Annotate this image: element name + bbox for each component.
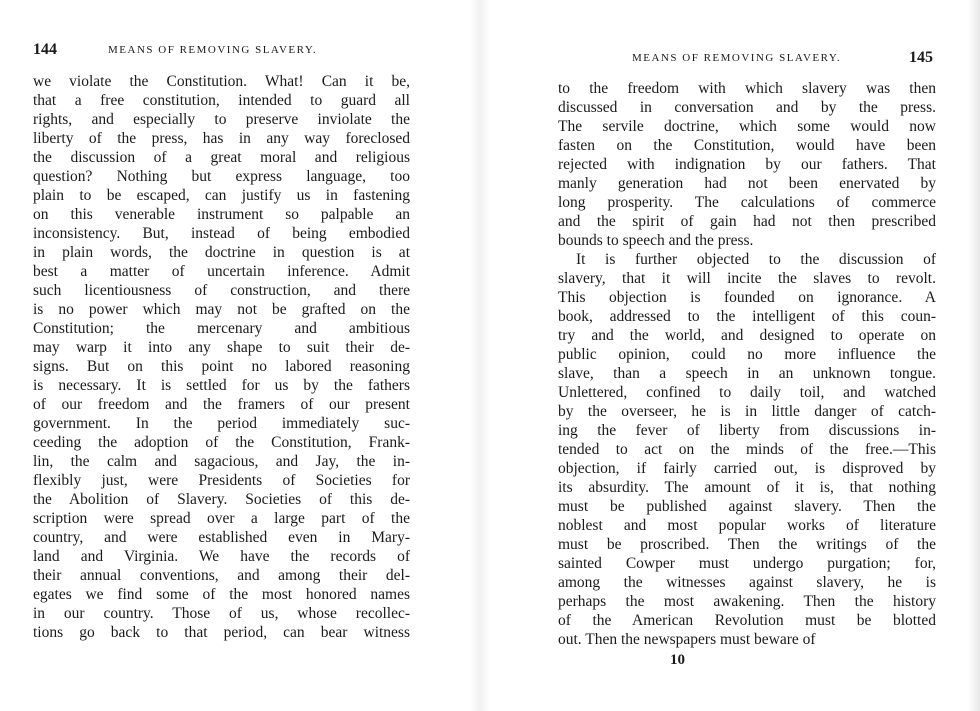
text-line: in plain words, the doctrine in question is at — [33, 244, 410, 261]
text-line: to the freedom with which slavery was then — [558, 80, 936, 97]
text-line: liberty of the press, has in any way foreclosed — [33, 130, 410, 147]
text-line: tended to act on the minds of the free.—This — [558, 441, 936, 458]
page-number-right: 145 — [909, 49, 933, 66]
text-line: of our freedom and the framers of our present — [33, 396, 410, 413]
text-line: such licentiousness of construction, and there — [33, 282, 410, 299]
text-line: ing the fever of liberty from discussions in- — [558, 422, 936, 439]
text-line: out. Then the newspapers must beware of — [558, 631, 816, 648]
text-line: that a free constitution, intended to guard all — [33, 92, 410, 109]
text-line: Unlettered, confined to daily toil, and watched — [558, 384, 936, 401]
text-line: The servile doctrine, which some would now — [558, 118, 936, 135]
text-line: by the overseer, he is in little danger of catch- — [558, 403, 936, 420]
book-gutter — [470, 0, 490, 711]
text-line: government. In the period immediately suc- — [33, 415, 410, 432]
text-line: lin, the calm and sagacious, and Jay, the in- — [33, 453, 410, 470]
text-line: rejected with indignation by our fathers. That — [558, 156, 936, 173]
text-line: long prosperity. The calculations of commerce — [558, 194, 936, 211]
text-line: among the witnesses against slavery, he is — [558, 574, 936, 591]
text-line: It is further objected to the discussion of — [576, 251, 936, 268]
text-line: we violate the Constitution. What! Can it be, — [33, 73, 410, 90]
text-line: public opinion, could no more influence the — [558, 346, 936, 363]
text-line: book, addressed to the intelligent of this coun- — [558, 308, 936, 325]
text-line: inconsistency. But, instead of being embodied — [33, 225, 410, 242]
text-line: and the spirit of gain had not then prescribed — [558, 213, 936, 230]
text-line: Constitution; the mercenary and ambitious — [33, 320, 410, 337]
text-line: country, and were established even in Mary- — [33, 529, 410, 546]
text-line: in our country. Those of us, whose recollec- — [33, 605, 410, 622]
text-line: land and Virginia. We have the records of — [33, 548, 410, 565]
left-page — [0, 0, 470, 711]
text-line: is no power which may not be grafted on the — [33, 301, 410, 318]
text-line: question? Nothing but express language, too — [33, 168, 410, 185]
text-line: manly generation had not been enervated by — [558, 175, 936, 192]
text-line: fasten on the Constitution, would have been — [558, 137, 936, 154]
text-line: is necessary. It is settled for us by the fathers — [33, 377, 410, 394]
text-line: egates we find some of the most honored names — [33, 586, 410, 603]
text-line: the discussion of a great moral and religious — [33, 149, 410, 166]
text-line: best a matter of uncertain inference. Admit — [33, 263, 410, 280]
text-line: flexibly just, were Presidents of Societies for — [33, 472, 410, 489]
right-page-body-text — [558, 79, 936, 649]
text-line: must be proscribed. Then the writings of the — [558, 536, 936, 553]
text-line: tions go back to that period, can bear witness — [33, 624, 410, 641]
text-line: its absurdity. The amount of it is, that nothing — [558, 479, 936, 496]
text-line: the Abolition of Slavery. Societies of this de- — [33, 491, 410, 508]
text-line: may warp it into any shape to suit their de- — [33, 339, 410, 356]
running-head-right: MEANS OF REMOVING SLAVERY. — [632, 52, 842, 64]
text-line: must be published against slavery. Then the — [558, 498, 936, 515]
text-line: try and the world, and designed to operate on — [558, 327, 936, 344]
text-line: rights, and especially to preserve inviolate the — [33, 111, 410, 128]
text-line: objection, if fairly carried out, is disproved by — [558, 460, 936, 477]
text-line: bounds to speech and the press. — [558, 232, 754, 249]
text-line: on this venerable instrument so palpable an — [33, 206, 410, 223]
text-line: This objection is founded on ignorance. A — [558, 289, 936, 306]
left-page-body-text — [33, 72, 410, 642]
text-line: discussed in conversation and by the press. — [558, 99, 936, 116]
text-line: scription were spread over a large part of the — [33, 510, 410, 527]
text-line: noblest and most popular works of literature — [558, 517, 936, 534]
text-line: slave, than a speech in an unknown tongue. — [558, 365, 936, 382]
right-page — [490, 0, 980, 711]
text-line: sainted Cowper must undergo purgation; for, — [558, 555, 936, 572]
page-number-left: 144 — [33, 41, 57, 58]
text-line: slavery, that it will incite the slaves to revolt. — [558, 270, 936, 287]
signature-mark: 10 — [670, 652, 685, 668]
running-head-left: MEANS OF REMOVING SLAVERY. — [108, 44, 318, 56]
text-line: of the American Revolution must be blotted — [558, 612, 936, 629]
text-line: their annual conventions, and among their del- — [33, 567, 410, 584]
text-line: plain to be escaped, can justify us in fastening — [33, 187, 410, 204]
text-line: signs. But on this point no labored reasoning — [33, 358, 410, 375]
text-line: perhaps the most awakening. Then the history — [558, 593, 936, 610]
text-line: ceeding the adoption of the Constitution, Frank- — [33, 434, 410, 451]
